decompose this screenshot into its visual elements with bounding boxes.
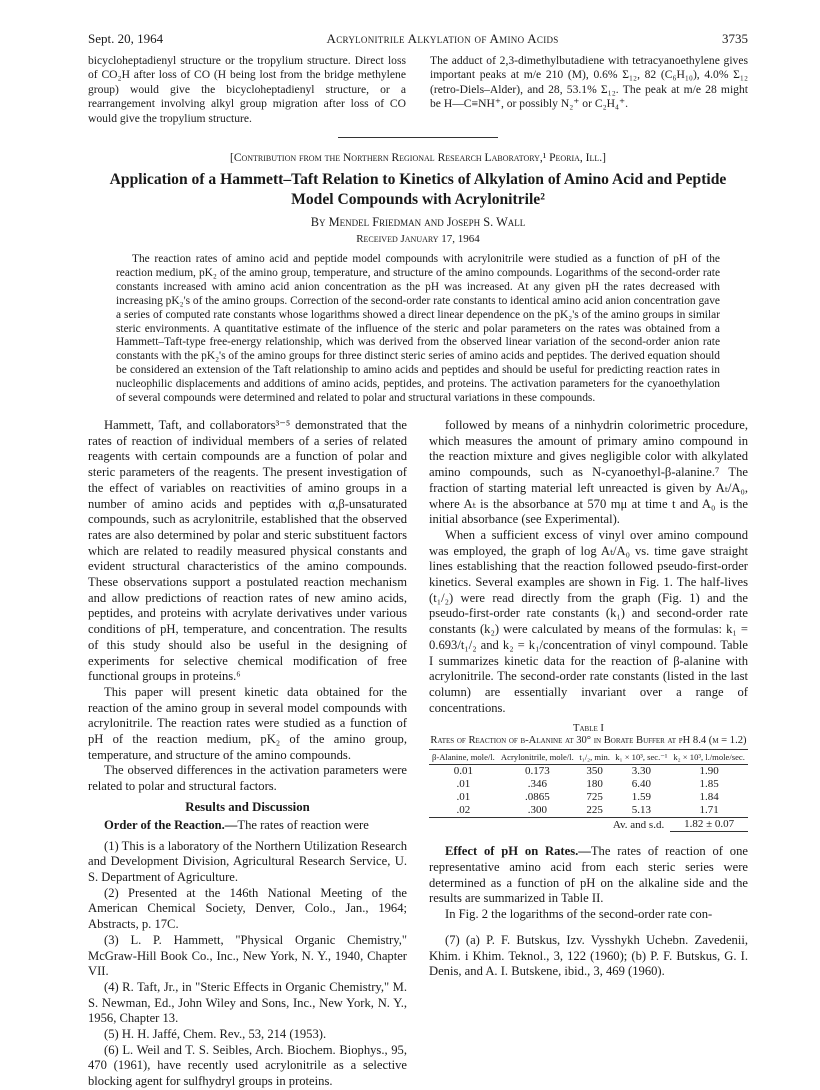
table-cell: 725 bbox=[586, 791, 603, 804]
rates-table bbox=[429, 749, 748, 832]
table-row bbox=[429, 804, 748, 818]
table-cell: 1.59 bbox=[631, 791, 651, 804]
footnote: (2) Presented at the 146th National Meeting of the American Chemical Society, Denver, Colo., Jan., 1964; Abstracts, p. 17C. bbox=[88, 885, 407, 932]
column-header: β-Alanine, mole/l. bbox=[429, 750, 498, 765]
article-body bbox=[88, 418, 748, 1090]
table-cell: 350 bbox=[586, 765, 603, 778]
article-authors: By Mendel Friedman and Joseph S. Wall bbox=[310, 215, 526, 230]
intro-paragraph-2: This paper will present kinetic data obtained for the reaction of the amino group in several model compounds with acrylonitrile. The reaction rates were studied as a function of pH of the reaction medium, pK₂ of the amino group, temperature, and structure of the amino compounds. bbox=[88, 684, 407, 762]
kinetics-paragraph: When a sufficient excess of vinyl over amino compound was employed, the graph of log Aₜ/A₀ vs. time gave straight lines establishing that the reaction followed pseudo-first-order kinetics. Several examples are shown in Fig. 1. The half-lives (t₁/₂) were read directly from the graph (Fig. 1) and the pseudo-first-order rate constants (k₁) and second-order rate constants (k₂) were calculated by means of the formulas: k₁ = 0.693/t₁/₂ and k₂ = k₁/concentration of vinyl compound. Table I summarizes kinetic data for the reaction of β-alanine with acrylonitrile. The second-order rate constants (listed in the last column) are essentially invariant over a range of concentrations. bbox=[429, 527, 748, 715]
table-cell: 3.30 bbox=[631, 765, 651, 778]
intro-paragraph-3: The observed differences in the activation parameters were related to polar and structural factors. bbox=[88, 763, 407, 794]
left-column bbox=[88, 418, 407, 1090]
table-cell: .02 bbox=[429, 804, 498, 818]
table-cell: .300 bbox=[498, 804, 577, 818]
table-cell: 0.01 bbox=[453, 765, 474, 778]
average-label: Av. and s.d. bbox=[612, 818, 665, 831]
footnote: (4) R. Taft, Jr., in "Steric Effects in Organic Chemistry," M. S. Newman, Ed., John Wiley and Sons, Inc., New York, N. Y., 1956, Chapter 13. bbox=[88, 979, 407, 1026]
received-date: Received January 17, 1964 bbox=[356, 233, 480, 246]
article-divider bbox=[338, 137, 498, 138]
article-title: Application of a Hammett–Taft Relation to Kinetics of Alkylation of Amino Acid and Peptide Model Compounds with Acrylonitrile² bbox=[109, 171, 727, 209]
footnote: (7) (a) P. F. Butskus, Izv. Vysshykh Uchebn. Zavedenii, Khim. i Khim. Teknol., 3, 122 (1960); (b) P. F. Butskus, G. I. Denis, and A. I. Butskene, ibid., 3, 469 (1960). bbox=[429, 932, 748, 979]
table-cell: .0865 bbox=[524, 791, 550, 804]
fig2-paragraph: In Fig. 2 the logarithms of the second-order rate con- bbox=[445, 907, 713, 922]
table-cell: 1.71 bbox=[670, 804, 748, 818]
footnote: (1) This is a laboratory of the Northern Utilization Research and Development Division, Agricultural Research Service, U. S. Department of Agriculture. bbox=[88, 838, 407, 884]
footnote: (6) L. Weil and T. S. Seibles, Arch. Biochem. Biophys., 95, 470 (1961), have recently used acrylonitrile as a selective blocking agent for sulfhydryl groups in proteins. bbox=[88, 1042, 407, 1089]
table-cell: 0.173 bbox=[524, 765, 550, 778]
footnote: (3) L. P. Hammett, "Physical Organic Chemistry," McGraw-Hill Book Co., Inc., New York, N. Y., 1940, Chapter VII. bbox=[88, 932, 407, 979]
contribution-line: [Contribution from the Northern Regional Research Laboratory,¹ Peoria, Ill.] bbox=[229, 152, 606, 165]
column-header: Acrylonitrile, mole/l. bbox=[498, 750, 577, 765]
journal-page bbox=[88, 28, 748, 1090]
previous-article-left: bicycloheptadienyl structure or the tropylium structure. Direct loss of CO₂H after loss of CO (H being lost from the bridge methylene group) would give the bicycloheptadienyl structure, or a rearrangement involving alkyl group migration after loss of CO would give the tropylium structure. bbox=[88, 54, 406, 125]
table-row bbox=[429, 791, 748, 804]
intro-paragraph-1: Hammett, Taft, and collaborators³⁻⁵ demonstrated that the rates of reaction of individual members of a series of related reagents with certain compounds are a function of polar and steric parameters of the reagents. The present investigation of the effect of variables on reactivities of amino groups in a number of amino acids and peptides with α,β-unsaturated compounds, such as acrylonitrile, established that the observed rates are also determined by polar and steric substituent factors which are related to readily measured physical constants and evident structural characteristics of the amino compounds. These observations support a postulated reaction mechanism and allow predictions of reaction rates of new amino acids, peptides, and proteins with acrylate derivatives under various conditions of pH, temperature, and concentration. The results of this study should also be useful in the designing of experiments for selective chemical modification of free functional groups in proteins.⁶ bbox=[88, 418, 407, 684]
issue-date: Sept. 20, 1964 bbox=[88, 31, 164, 46]
ph-effect-paragraph bbox=[429, 844, 748, 907]
right-column bbox=[429, 418, 748, 1090]
table-header-row bbox=[429, 750, 748, 765]
running-head bbox=[88, 28, 748, 50]
table-row bbox=[429, 778, 748, 791]
column-header: t₁/₂, min. bbox=[577, 750, 613, 765]
paragraph-text: The rates of reaction of one representative amino acid from each steric series were determined as a function of pH on the alkaline side and the results are summarized in Table II. bbox=[429, 844, 748, 906]
table-cell: 225 bbox=[577, 804, 613, 818]
paragraph-text: The rates of reaction were bbox=[237, 817, 369, 832]
method-paragraph: followed by means of a ninhydrin colorimetric procedure, which measures the amount of primary amino compound in the reaction mixture and gives negligible color with alkylated amino compounds, such as N-cyanoethyl-β-alanine.⁷ The fraction of starting material left unreacted is given by Aₜ/A₀, where Aₜ is the absorbance at 570 mμ at time t and A₀ is the initial absorbance (see Experimental). bbox=[429, 418, 748, 527]
previous-article-end bbox=[88, 54, 748, 126]
run-in-heading: Order of the Reaction.— bbox=[104, 817, 238, 832]
table-cell: .01 bbox=[456, 778, 471, 791]
table-cell: 6.40 bbox=[631, 778, 651, 791]
average-value: 1.82 ± 0.07 bbox=[670, 818, 748, 832]
order-of-reaction-paragraph bbox=[88, 818, 407, 834]
footnote: (5) H. H. Jaffé, Chem. Rev., 53, 214 (1953). bbox=[104, 1027, 327, 1042]
run-in-heading: Effect of pH on Rates.— bbox=[445, 844, 591, 859]
table-cell: 1.84 bbox=[699, 791, 719, 804]
table-average-row bbox=[429, 818, 748, 832]
table-row bbox=[429, 765, 748, 779]
section-heading: Results and Discussion bbox=[185, 799, 310, 814]
table-cell: 1.85 bbox=[699, 778, 719, 791]
table-cell: 1.90 bbox=[699, 765, 719, 778]
table-title: Rates of Reaction of β-Alanine at 30° in Borate Buffer at pH 8.4 (μ = 1.2) bbox=[430, 735, 747, 747]
previous-article-right: The adduct of 2,3-dimethylbutadiene with tetracyanoethylene gives important peaks at m/e 210 (M), 0.6% Σ₁₂, 82 (C₆H₁₀), 4.0% Σ₁₂ (retro-Diels–Alder), and 28, 53.1% Σ₁₂. The peak at m/e 28 might be H—C≡NH⁺, or possibly N₂⁺ or C₂H₄⁺. bbox=[430, 54, 748, 111]
table-cell: 5.13 bbox=[612, 804, 670, 818]
table-cell: 180 bbox=[586, 778, 603, 791]
running-title: Acrylonitrile Alkylation of Amino Acids bbox=[326, 31, 559, 46]
column-header: k₁ × 10³, sec.⁻¹ bbox=[612, 750, 670, 765]
abstract: The reaction rates of amino acid and peptide model compounds with acrylonitrile were studied as a function of pH of the reaction medium, pK₂ of the amino group, temperature, and structure of the amino compounds. Logarithms of the second-order rate constants increased with amino acid anion concentration as the pH was increased. At any given pH the rates decreased with increasing pK₂'s of the amino groups. Correction of the second-order rate constants to identical amino acid anion concentration gave a series of computed rate constants whose logarithms showed a direct linear dependence on the pK₂'s of the amino groups in similar steric environments. A quantitative estimate of the influence of the steric and polar parameters on the rates was obtained from a Hammett–Taft-type free-energy relationship, which was derived from the observed linear variation of the second-order anion rate constants with the pK₂'s of the amino groups for three distinct steric series of amino acids and peptides. The derived equation should be considered an extension of the Taft relationship to amino acids and peptides and should be useful for predicting reaction rates in nucleophilic displacements and additions of amino acids, peptides, and proteins. The activation parameters for the cyanoethylation of several compounds were determined and related to polar and structural variations in these compounds. bbox=[116, 253, 720, 405]
column-header: k₂ × 10³, l./mole/sec. bbox=[670, 750, 748, 765]
table-cell: .346 bbox=[527, 778, 547, 791]
table-cell: .01 bbox=[456, 791, 471, 804]
table-caption: Table I bbox=[573, 723, 604, 735]
footnotes-left bbox=[88, 839, 407, 1090]
footnotes-right bbox=[429, 933, 748, 980]
page-number: 3735 bbox=[722, 31, 748, 46]
